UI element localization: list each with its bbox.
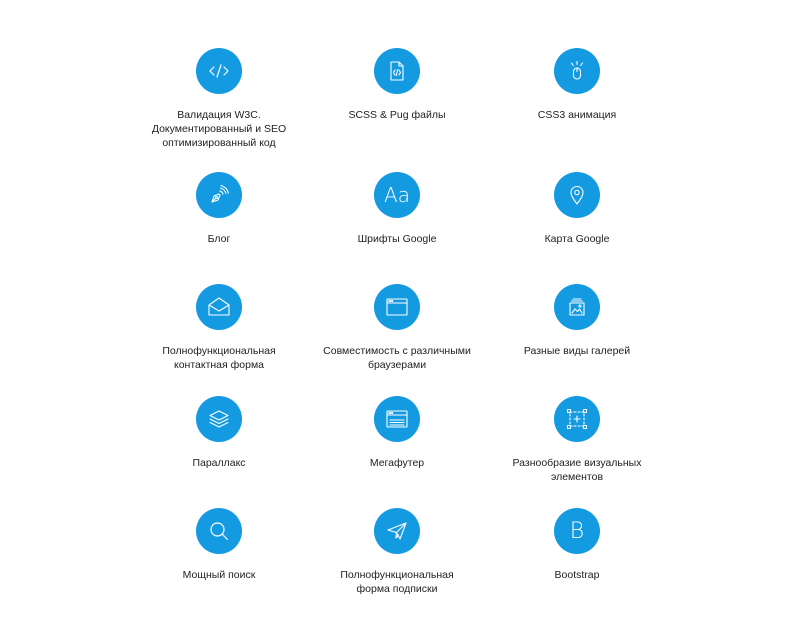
layers-icon	[196, 396, 242, 442]
bootstrap-icon	[554, 508, 600, 554]
envelope-icon	[196, 284, 242, 330]
feature-google-map	[477, 172, 677, 246]
feature-google-fonts	[297, 172, 497, 246]
feature-label: Bootstrap	[554, 569, 600, 581]
feature-parallax	[119, 396, 319, 470]
megafooter-icon	[374, 396, 420, 442]
font-glyph: Aa	[384, 183, 410, 207]
feature-label: Валидация W3C. Документированный и SEO оптимизированный код	[151, 109, 287, 149]
pen-rss-icon	[196, 172, 242, 218]
feature-browser-compat	[297, 284, 497, 372]
feature-label: Разнообразие визуальных элементов	[512, 457, 642, 483]
mouse-click-icon	[554, 48, 600, 94]
feature-label: Шрифты Google	[357, 233, 437, 245]
feature-visual-elements	[477, 396, 677, 484]
feature-search	[119, 508, 319, 582]
bootstrap-glyph: B	[569, 518, 585, 544]
feature-blog	[119, 172, 319, 246]
feature-label: CSS3 анимация	[537, 109, 617, 121]
feature-label: Разные виды галерей	[523, 345, 631, 357]
feature-scss-pug	[297, 48, 497, 122]
font-icon	[374, 172, 420, 218]
browser-window-icon	[374, 284, 420, 330]
code-icon	[196, 48, 242, 94]
feature-validation	[119, 48, 319, 150]
code-file-icon	[374, 48, 420, 94]
feature-label: Мегафутер	[369, 457, 425, 469]
feature-label: Блог	[207, 233, 231, 245]
feature-label: Параллакс	[192, 457, 246, 469]
feature-subscribe-form	[297, 508, 497, 596]
feature-megafooter	[297, 396, 497, 470]
search-icon	[196, 508, 242, 554]
feature-bootstrap	[477, 508, 677, 582]
gallery-icon	[554, 284, 600, 330]
feature-label: Совместимость с различными браузерами	[323, 345, 471, 371]
feature-label: Полнофункциональная форма подписки	[340, 569, 454, 595]
feature-css3-animation	[477, 48, 677, 122]
feature-label: SCSS & Pug файлы	[348, 109, 446, 121]
feature-label: Мощный поиск	[182, 569, 256, 581]
feature-label: Полнофункциональная контактная форма	[162, 345, 276, 371]
feature-galleries	[477, 284, 677, 358]
select-elements-icon	[554, 396, 600, 442]
feature-contact-form	[119, 284, 319, 372]
map-pin-icon	[554, 172, 600, 218]
feature-label: Карта Google	[544, 233, 610, 245]
paper-plane-icon	[374, 508, 420, 554]
